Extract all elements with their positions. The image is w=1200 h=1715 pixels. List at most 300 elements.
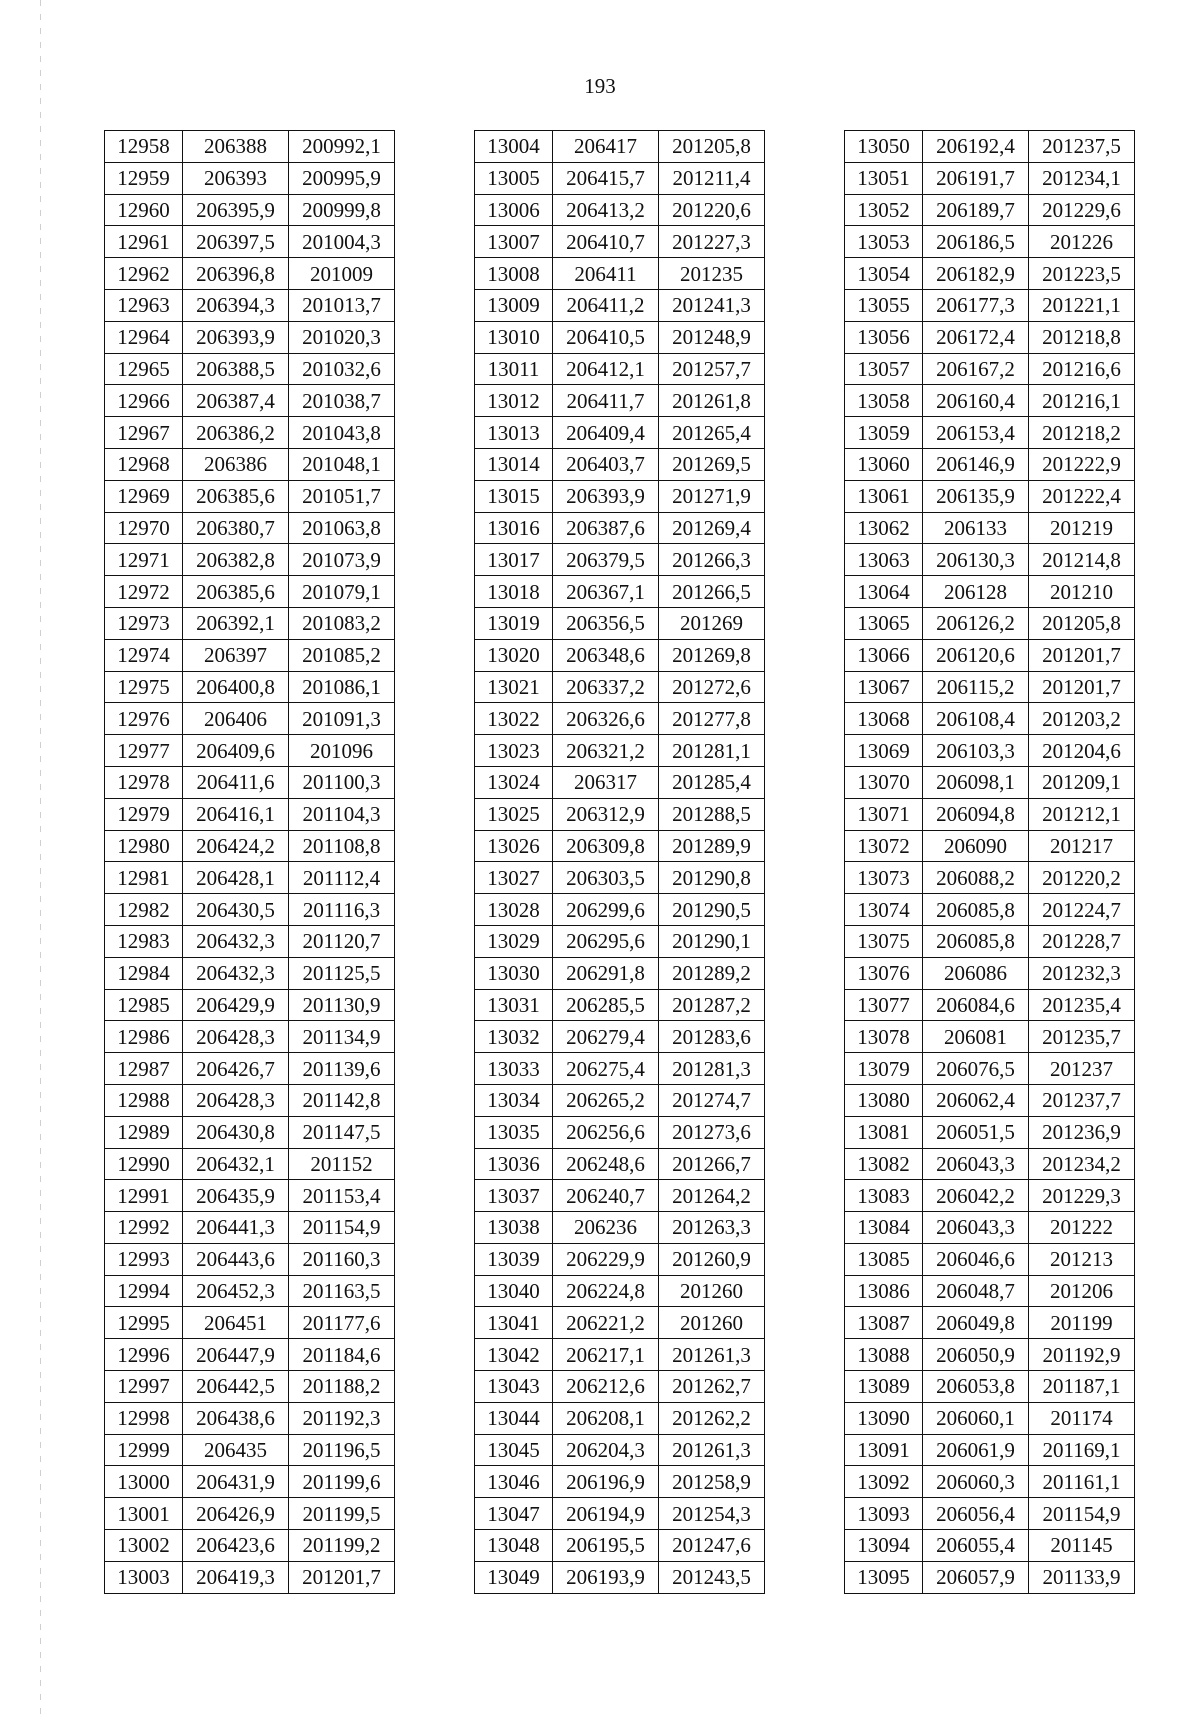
y-coordinate-cell: 201262,2 <box>659 1402 765 1434</box>
point-number-cell: 13048 <box>475 1530 553 1562</box>
table-row <box>105 957 395 989</box>
point-number-cell: 13013 <box>475 417 553 449</box>
point-number-cell: 13046 <box>475 1466 553 1498</box>
y-coordinate-cell: 201209,1 <box>1029 766 1135 798</box>
y-coordinate-cell: 201154,9 <box>289 1212 395 1244</box>
x-coordinate-cell: 206049,8 <box>923 1307 1029 1339</box>
y-coordinate-cell: 201210 <box>1029 576 1135 608</box>
table-row <box>845 957 1135 989</box>
point-number-cell: 13052 <box>845 194 923 226</box>
point-number-cell: 13017 <box>475 544 553 576</box>
x-coordinate-cell: 206088,2 <box>923 862 1029 894</box>
point-number-cell: 13082 <box>845 1148 923 1180</box>
point-number-cell: 13060 <box>845 448 923 480</box>
table-row <box>845 576 1135 608</box>
point-number-cell: 13062 <box>845 512 923 544</box>
y-coordinate-cell: 201248,9 <box>659 321 765 353</box>
table-row <box>475 862 765 894</box>
x-coordinate-cell: 206193,9 <box>553 1561 659 1593</box>
point-number-cell: 13050 <box>845 131 923 163</box>
y-coordinate-cell: 201147,5 <box>289 1116 395 1148</box>
y-coordinate-cell: 201218,8 <box>1029 321 1135 353</box>
x-coordinate-cell: 206443,6 <box>183 1243 289 1275</box>
x-coordinate-cell: 206182,9 <box>923 258 1029 290</box>
table-row <box>105 607 395 639</box>
x-coordinate-cell: 206196,9 <box>553 1466 659 1498</box>
y-coordinate-cell: 201201,7 <box>1029 639 1135 671</box>
point-number-cell: 13003 <box>105 1561 183 1593</box>
y-coordinate-cell: 201083,2 <box>289 607 395 639</box>
point-number-cell: 12982 <box>105 894 183 926</box>
x-coordinate-cell: 206428,1 <box>183 862 289 894</box>
point-number-cell: 13054 <box>845 258 923 290</box>
point-number-cell: 12971 <box>105 544 183 576</box>
table-row <box>105 1053 395 1085</box>
x-coordinate-cell: 206236 <box>553 1212 659 1244</box>
x-coordinate-cell: 206411,7 <box>553 385 659 417</box>
point-number-cell: 13014 <box>475 448 553 480</box>
point-number-cell: 13021 <box>475 671 553 703</box>
table-row <box>475 639 765 671</box>
table-row <box>475 1021 765 1053</box>
x-coordinate-cell: 206172,4 <box>923 321 1029 353</box>
table-row <box>475 417 765 449</box>
x-coordinate-cell: 206146,9 <box>923 448 1029 480</box>
x-coordinate-cell: 206410,7 <box>553 226 659 258</box>
y-coordinate-cell: 201214,8 <box>1029 544 1135 576</box>
point-number-cell: 12980 <box>105 830 183 862</box>
x-coordinate-cell: 206393,9 <box>553 480 659 512</box>
y-coordinate-cell: 201038,7 <box>289 385 395 417</box>
y-coordinate-cell: 201204,6 <box>1029 735 1135 767</box>
y-coordinate-cell: 201237 <box>1029 1053 1135 1085</box>
y-coordinate-cell: 201013,7 <box>289 289 395 321</box>
table-row <box>105 798 395 830</box>
table-row <box>475 258 765 290</box>
coordinate-table-1 <box>104 130 395 1594</box>
y-coordinate-cell: 201271,9 <box>659 480 765 512</box>
y-coordinate-cell: 201043,8 <box>289 417 395 449</box>
x-coordinate-cell: 206431,9 <box>183 1466 289 1498</box>
y-coordinate-cell: 201289,9 <box>659 830 765 862</box>
table-row <box>475 226 765 258</box>
x-coordinate-cell: 206413,2 <box>553 194 659 226</box>
point-number-cell: 13006 <box>475 194 553 226</box>
table-row <box>845 1434 1135 1466</box>
y-coordinate-cell: 201272,6 <box>659 671 765 703</box>
table-row <box>105 1180 395 1212</box>
x-coordinate-cell: 206299,6 <box>553 894 659 926</box>
x-coordinate-cell: 206326,6 <box>553 703 659 735</box>
y-coordinate-cell: 200999,8 <box>289 194 395 226</box>
point-number-cell: 13032 <box>475 1021 553 1053</box>
y-coordinate-cell: 201163,5 <box>289 1275 395 1307</box>
point-number-cell: 12990 <box>105 1148 183 1180</box>
x-coordinate-cell: 206055,4 <box>923 1530 1029 1562</box>
x-coordinate-cell: 206046,6 <box>923 1243 1029 1275</box>
point-number-cell: 12983 <box>105 925 183 957</box>
table-row <box>475 1371 765 1403</box>
table-row <box>845 735 1135 767</box>
table-row <box>105 703 395 735</box>
y-coordinate-cell: 201116,3 <box>289 894 395 926</box>
y-coordinate-cell: 201051,7 <box>289 480 395 512</box>
y-coordinate-cell: 201201,7 <box>1029 671 1135 703</box>
x-coordinate-cell: 206056,4 <box>923 1498 1029 1530</box>
point-number-cell: 13065 <box>845 607 923 639</box>
point-number-cell: 13020 <box>475 639 553 671</box>
point-number-cell: 13023 <box>475 735 553 767</box>
y-coordinate-cell: 201264,2 <box>659 1180 765 1212</box>
x-coordinate-cell: 206387,6 <box>553 512 659 544</box>
point-number-cell: 12967 <box>105 417 183 449</box>
y-coordinate-cell: 201288,5 <box>659 798 765 830</box>
point-number-cell: 13069 <box>845 735 923 767</box>
x-coordinate-cell: 206337,2 <box>553 671 659 703</box>
x-coordinate-cell: 206396,8 <box>183 258 289 290</box>
table-row <box>105 1530 395 1562</box>
point-number-cell: 13075 <box>845 925 923 957</box>
x-coordinate-cell: 206248,6 <box>553 1148 659 1180</box>
x-coordinate-cell: 206394,3 <box>183 289 289 321</box>
point-number-cell: 13078 <box>845 1021 923 1053</box>
y-coordinate-cell: 201265,4 <box>659 417 765 449</box>
x-coordinate-cell: 206430,8 <box>183 1116 289 1148</box>
y-coordinate-cell: 201220,6 <box>659 194 765 226</box>
point-number-cell: 12973 <box>105 607 183 639</box>
point-number-cell: 13024 <box>475 766 553 798</box>
x-coordinate-cell: 206426,9 <box>183 1498 289 1530</box>
y-coordinate-cell: 201020,3 <box>289 321 395 353</box>
x-coordinate-cell: 206085,8 <box>923 894 1029 926</box>
y-coordinate-cell: 201153,4 <box>289 1180 395 1212</box>
point-number-cell: 12964 <box>105 321 183 353</box>
table-row <box>105 1148 395 1180</box>
table-row <box>475 1307 765 1339</box>
table-row <box>845 1339 1135 1371</box>
point-number-cell: 13095 <box>845 1561 923 1593</box>
y-coordinate-cell: 201063,8 <box>289 512 395 544</box>
x-coordinate-cell: 206386,2 <box>183 417 289 449</box>
y-coordinate-cell: 201177,6 <box>289 1307 395 1339</box>
x-coordinate-cell: 206084,6 <box>923 989 1029 1021</box>
point-number-cell: 12986 <box>105 1021 183 1053</box>
table-row <box>845 385 1135 417</box>
x-coordinate-cell: 206409,6 <box>183 735 289 767</box>
y-coordinate-cell: 201192,3 <box>289 1402 395 1434</box>
y-coordinate-cell: 201120,7 <box>289 925 395 957</box>
y-coordinate-cell: 201218,2 <box>1029 417 1135 449</box>
y-coordinate-cell: 201266,7 <box>659 1148 765 1180</box>
table-row <box>475 830 765 862</box>
point-number-cell: 12972 <box>105 576 183 608</box>
table-row <box>105 289 395 321</box>
point-number-cell: 12974 <box>105 639 183 671</box>
point-number-cell: 13038 <box>475 1212 553 1244</box>
y-coordinate-cell: 201260,9 <box>659 1243 765 1275</box>
y-coordinate-cell: 201236,9 <box>1029 1116 1135 1148</box>
coordinate-table-3 <box>844 130 1135 1594</box>
y-coordinate-cell: 201048,1 <box>289 448 395 480</box>
point-number-cell: 13094 <box>845 1530 923 1562</box>
point-number-cell: 12998 <box>105 1402 183 1434</box>
y-coordinate-cell: 200992,1 <box>289 131 395 163</box>
point-number-cell: 13092 <box>845 1466 923 1498</box>
x-coordinate-cell: 206409,4 <box>553 417 659 449</box>
x-coordinate-cell: 206435 <box>183 1434 289 1466</box>
y-coordinate-cell: 201073,9 <box>289 544 395 576</box>
table-row <box>475 1053 765 1085</box>
table-row <box>845 1212 1135 1244</box>
table-row <box>475 735 765 767</box>
x-coordinate-cell: 206295,6 <box>553 925 659 957</box>
x-coordinate-cell: 206385,6 <box>183 480 289 512</box>
x-coordinate-cell: 206195,5 <box>553 1530 659 1562</box>
x-coordinate-cell: 206192,4 <box>923 131 1029 163</box>
table-row <box>845 703 1135 735</box>
x-coordinate-cell: 206386 <box>183 448 289 480</box>
point-number-cell: 13022 <box>475 703 553 735</box>
table-row <box>845 321 1135 353</box>
x-coordinate-cell: 206128 <box>923 576 1029 608</box>
x-coordinate-cell: 206217,1 <box>553 1339 659 1371</box>
x-coordinate-cell: 206419,3 <box>183 1561 289 1593</box>
table-row <box>845 1307 1135 1339</box>
point-number-cell: 13001 <box>105 1498 183 1530</box>
page-number: 193 <box>584 74 616 98</box>
x-coordinate-cell: 206042,2 <box>923 1180 1029 1212</box>
y-coordinate-cell: 201125,5 <box>289 957 395 989</box>
table-row <box>475 1339 765 1371</box>
y-coordinate-cell: 201290,1 <box>659 925 765 957</box>
x-coordinate-cell: 206133 <box>923 512 1029 544</box>
table-row <box>475 1434 765 1466</box>
x-coordinate-cell: 206186,5 <box>923 226 1029 258</box>
point-number-cell: 13086 <box>845 1275 923 1307</box>
y-coordinate-cell: 201004,3 <box>289 226 395 258</box>
table-row <box>105 671 395 703</box>
y-coordinate-cell: 200995,9 <box>289 162 395 194</box>
point-number-cell: 13055 <box>845 289 923 321</box>
y-coordinate-cell: 201145 <box>1029 1530 1135 1562</box>
x-coordinate-cell: 206256,6 <box>553 1116 659 1148</box>
x-coordinate-cell: 206429,9 <box>183 989 289 1021</box>
point-number-cell: 12962 <box>105 258 183 290</box>
x-coordinate-cell: 206438,6 <box>183 1402 289 1434</box>
point-number-cell: 12987 <box>105 1053 183 1085</box>
y-coordinate-cell: 201203,2 <box>1029 703 1135 735</box>
y-coordinate-cell: 201222,4 <box>1029 480 1135 512</box>
x-coordinate-cell: 206061,9 <box>923 1434 1029 1466</box>
table-row <box>845 1530 1135 1562</box>
point-number-cell: 12968 <box>105 448 183 480</box>
point-number-cell: 13088 <box>845 1339 923 1371</box>
y-coordinate-cell: 201091,3 <box>289 703 395 735</box>
point-number-cell: 13041 <box>475 1307 553 1339</box>
y-coordinate-cell: 201237,5 <box>1029 131 1135 163</box>
table-row <box>845 894 1135 926</box>
x-coordinate-cell: 206411,6 <box>183 766 289 798</box>
x-coordinate-cell: 206411,2 <box>553 289 659 321</box>
y-coordinate-cell: 201169,1 <box>1029 1434 1135 1466</box>
point-number-cell: 13067 <box>845 671 923 703</box>
table-row <box>475 131 765 163</box>
y-coordinate-cell: 201184,6 <box>289 1339 395 1371</box>
point-number-cell: 13036 <box>475 1148 553 1180</box>
point-number-cell: 12978 <box>105 766 183 798</box>
y-coordinate-cell: 201261,3 <box>659 1434 765 1466</box>
point-number-cell: 13026 <box>475 830 553 862</box>
table-row <box>845 448 1135 480</box>
table-row <box>845 1498 1135 1530</box>
y-coordinate-cell: 201219 <box>1029 512 1135 544</box>
point-number-cell: 12993 <box>105 1243 183 1275</box>
table-row <box>845 1561 1135 1593</box>
x-coordinate-cell: 206050,9 <box>923 1339 1029 1371</box>
table-row <box>475 1148 765 1180</box>
table-row <box>845 1402 1135 1434</box>
table-row <box>845 1275 1135 1307</box>
table-row <box>105 1371 395 1403</box>
x-coordinate-cell: 206388 <box>183 131 289 163</box>
y-coordinate-cell: 201152 <box>289 1148 395 1180</box>
table-row <box>105 480 395 512</box>
table-row <box>845 766 1135 798</box>
point-number-cell: 13058 <box>845 385 923 417</box>
x-coordinate-cell: 206279,4 <box>553 1021 659 1053</box>
table-row <box>105 894 395 926</box>
y-coordinate-cell: 201266,5 <box>659 576 765 608</box>
y-coordinate-cell: 201228,7 <box>1029 925 1135 957</box>
point-number-cell: 13043 <box>475 1371 553 1403</box>
point-number-cell: 13066 <box>845 639 923 671</box>
point-number-cell: 13056 <box>845 321 923 353</box>
y-coordinate-cell: 201277,8 <box>659 703 765 735</box>
x-coordinate-cell: 206224,8 <box>553 1275 659 1307</box>
x-coordinate-cell: 206423,6 <box>183 1530 289 1562</box>
y-coordinate-cell: 201142,8 <box>289 1084 395 1116</box>
y-coordinate-cell: 201221,1 <box>1029 289 1135 321</box>
y-coordinate-cell: 201257,7 <box>659 353 765 385</box>
y-coordinate-cell: 201274,7 <box>659 1084 765 1116</box>
table-row <box>105 162 395 194</box>
x-coordinate-cell: 206317 <box>553 766 659 798</box>
point-number-cell: 12999 <box>105 1434 183 1466</box>
x-coordinate-cell: 206285,5 <box>553 989 659 1021</box>
point-number-cell: 12989 <box>105 1116 183 1148</box>
table-row <box>845 639 1135 671</box>
table-row <box>845 862 1135 894</box>
y-coordinate-cell: 201112,4 <box>289 862 395 894</box>
table-row <box>845 194 1135 226</box>
table-row <box>845 925 1135 957</box>
table-row <box>105 1021 395 1053</box>
table-row <box>475 1116 765 1148</box>
table-row <box>475 162 765 194</box>
table-row <box>475 703 765 735</box>
y-coordinate-cell: 201085,2 <box>289 639 395 671</box>
x-coordinate-cell: 206189,7 <box>923 194 1029 226</box>
point-number-cell: 12991 <box>105 1180 183 1212</box>
x-coordinate-cell: 206385,6 <box>183 576 289 608</box>
point-number-cell: 12985 <box>105 989 183 1021</box>
table-row <box>475 1084 765 1116</box>
table-row <box>475 289 765 321</box>
table-row <box>105 1275 395 1307</box>
point-number-cell: 13077 <box>845 989 923 1021</box>
table-row <box>845 289 1135 321</box>
x-coordinate-cell: 206411 <box>553 258 659 290</box>
table-row <box>105 639 395 671</box>
table-row <box>105 1561 395 1593</box>
point-number-cell: 12995 <box>105 1307 183 1339</box>
y-coordinate-cell: 201222 <box>1029 1212 1135 1244</box>
y-coordinate-cell: 201281,3 <box>659 1053 765 1085</box>
x-coordinate-cell: 206392,1 <box>183 607 289 639</box>
table-row <box>105 1402 395 1434</box>
table-row <box>475 576 765 608</box>
point-number-cell: 13015 <box>475 480 553 512</box>
point-number-cell: 13042 <box>475 1339 553 1371</box>
x-coordinate-cell: 206432,3 <box>183 925 289 957</box>
y-coordinate-cell: 201247,6 <box>659 1530 765 1562</box>
x-coordinate-cell: 206167,2 <box>923 353 1029 385</box>
x-coordinate-cell: 206126,2 <box>923 607 1029 639</box>
x-coordinate-cell: 206115,2 <box>923 671 1029 703</box>
x-coordinate-cell: 206043,3 <box>923 1148 1029 1180</box>
y-coordinate-cell: 201096 <box>289 735 395 767</box>
table-row <box>845 607 1135 639</box>
y-coordinate-cell: 201235,4 <box>1029 989 1135 1021</box>
table-row <box>845 162 1135 194</box>
x-coordinate-cell: 206229,9 <box>553 1243 659 1275</box>
y-coordinate-cell: 201199,2 <box>289 1530 395 1562</box>
table-row <box>845 417 1135 449</box>
x-coordinate-cell: 206212,6 <box>553 1371 659 1403</box>
y-coordinate-cell: 201079,1 <box>289 576 395 608</box>
table-row <box>105 1212 395 1244</box>
x-coordinate-cell: 206406 <box>183 703 289 735</box>
point-number-cell: 13011 <box>475 353 553 385</box>
x-coordinate-cell: 206435,9 <box>183 1180 289 1212</box>
table-row <box>105 1116 395 1148</box>
table-row <box>845 671 1135 703</box>
x-coordinate-cell: 206153,4 <box>923 417 1029 449</box>
y-coordinate-cell: 201154,9 <box>1029 1498 1135 1530</box>
y-coordinate-cell: 201104,3 <box>289 798 395 830</box>
x-coordinate-cell: 206400,8 <box>183 671 289 703</box>
y-coordinate-cell: 201134,9 <box>289 1021 395 1053</box>
table-row <box>105 194 395 226</box>
table-row <box>475 1402 765 1434</box>
table-row <box>105 353 395 385</box>
point-number-cell: 12959 <box>105 162 183 194</box>
table-row <box>475 1466 765 1498</box>
table-row <box>845 1084 1135 1116</box>
point-number-cell: 13049 <box>475 1561 553 1593</box>
point-number-cell: 13044 <box>475 1402 553 1434</box>
table-row <box>105 131 395 163</box>
x-coordinate-cell: 206397 <box>183 639 289 671</box>
y-coordinate-cell: 201211,4 <box>659 162 765 194</box>
x-coordinate-cell: 206240,7 <box>553 1180 659 1212</box>
x-coordinate-cell: 206086 <box>923 957 1029 989</box>
x-coordinate-cell: 206356,5 <box>553 607 659 639</box>
y-coordinate-cell: 201222,9 <box>1029 448 1135 480</box>
y-coordinate-cell: 201032,6 <box>289 353 395 385</box>
x-coordinate-cell: 206081 <box>923 1021 1029 1053</box>
y-coordinate-cell: 201212,1 <box>1029 798 1135 830</box>
